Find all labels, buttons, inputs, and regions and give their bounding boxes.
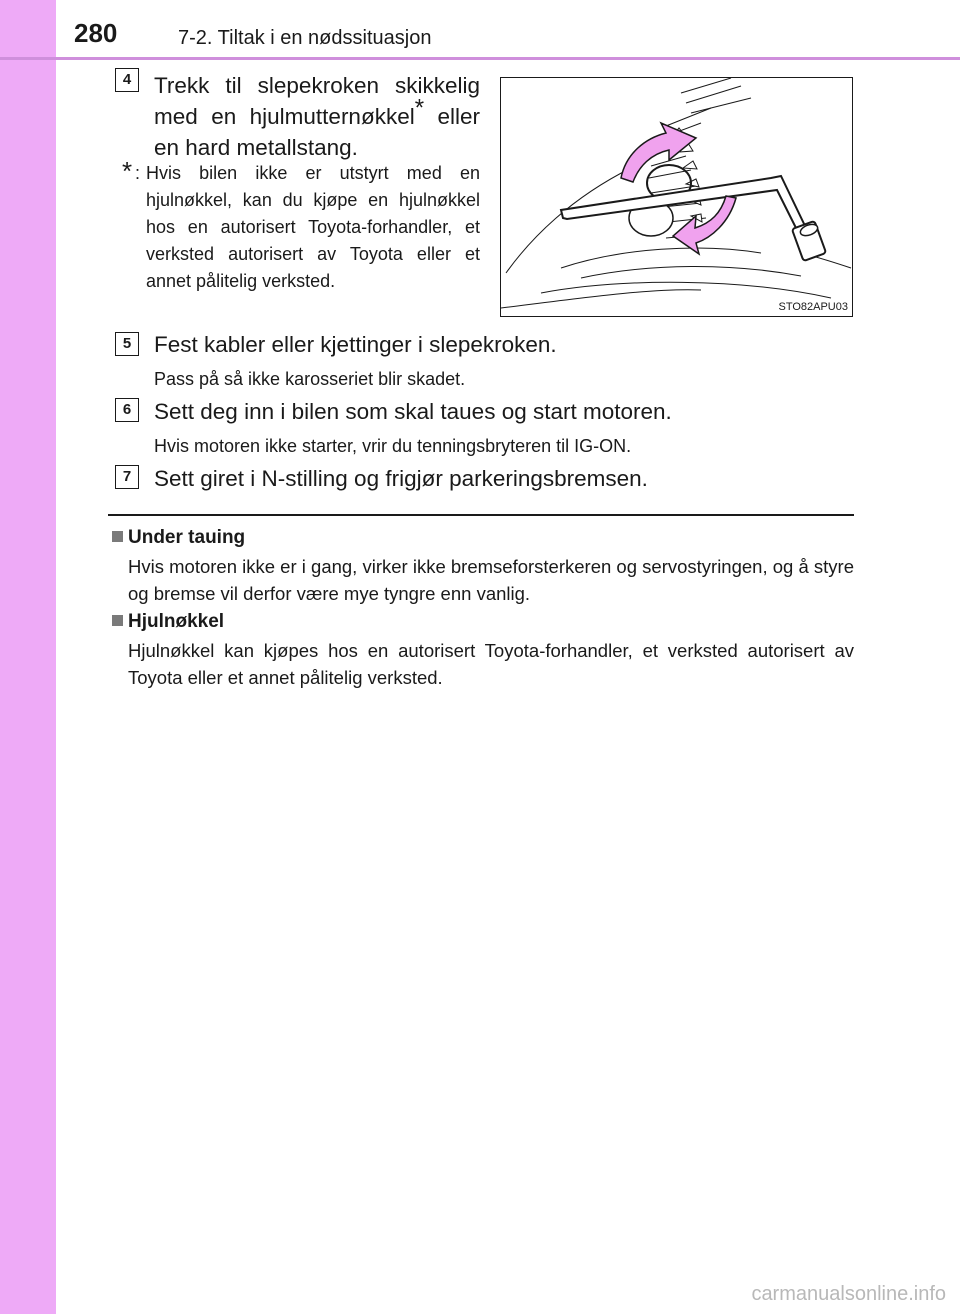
- step-7-text: Sett giret i N-stilling og frigjør parkeringsbremsen.: [154, 466, 648, 491]
- chapter-side-tab: [0, 0, 56, 1314]
- step-4-text-tail: eller en hard metallstang.: [154, 104, 480, 160]
- step-5-text: Fest kabler eller kjettinger i slepekroken.: [154, 332, 557, 357]
- wrench-icon: [501, 78, 853, 317]
- step-badge-5: 5: [115, 332, 139, 356]
- section-title: 7-2. Tiltak i en nødssituasjon: [178, 27, 432, 49]
- footnote: [122, 156, 480, 295]
- header-side-tab: [0, 0, 56, 58]
- step-4-text-main: Trekk til slepekroken skikkelig med en hjulmutternøkkel: [154, 73, 480, 129]
- step-6-note: Hvis motoren ikke starter, vrir du tenningsbryteren til IG-ON.: [154, 436, 632, 456]
- section-body-under-tauing: Hvis motoren ikke er i gang, virker ikke bremseforsterkeren og servostyringen, og å styre og bremse vil derfor være mye tyngre enn vanlig.: [128, 556, 854, 604]
- section-body-hjulnokkel: Hjulnøkkel kan kjøpes hos en autorisert Toyota-forhandler, et verksted autorisert av Toyota eller et annet pålitelig verksted.: [128, 640, 854, 688]
- step-4-text: [154, 70, 480, 163]
- section-heading-text: Under tauing: [128, 527, 246, 548]
- watermark[interactable]: carmanualsonline.info: [751, 1283, 946, 1305]
- rotation-arrow-icon: [621, 123, 696, 182]
- section-divider: [108, 514, 854, 516]
- bullet-square-icon: [112, 615, 123, 626]
- section-heading-under-tauing: [112, 527, 245, 549]
- footnote-marker: *: [122, 156, 133, 186]
- header-rule: [0, 57, 960, 60]
- illustration-code: STO82APU03: [778, 301, 848, 313]
- footnote-colon: :: [135, 163, 141, 183]
- footnote-text: Hvis bilen ikke er utstyrt med en hjulnøkkel, kan du kjøpe en hjulnøkkel hos en autorisert Toyota-forhandler, et verksted autorisert av Toyota eller et annet pålitelig verksted.: [146, 163, 480, 291]
- section-heading-text: Hjulnøkkel: [128, 611, 225, 632]
- footnote-ref: *: [414, 94, 425, 122]
- bullet-square-icon: [112, 531, 123, 542]
- step-5-note: Pass på så ikke karosseriet blir skadet.: [154, 369, 466, 389]
- page-header: [0, 0, 960, 58]
- section-heading-hjulnokkel: [112, 611, 224, 633]
- step-badge-6: 6: [115, 398, 139, 422]
- step-badge-4: 4: [115, 68, 139, 92]
- step-6-text: Sett deg inn i bilen som skal taues og start motoren.: [154, 399, 672, 424]
- page-number: 280: [74, 18, 118, 48]
- step-badge-7: 7: [115, 465, 139, 489]
- tow-hook-illustration: [500, 77, 853, 317]
